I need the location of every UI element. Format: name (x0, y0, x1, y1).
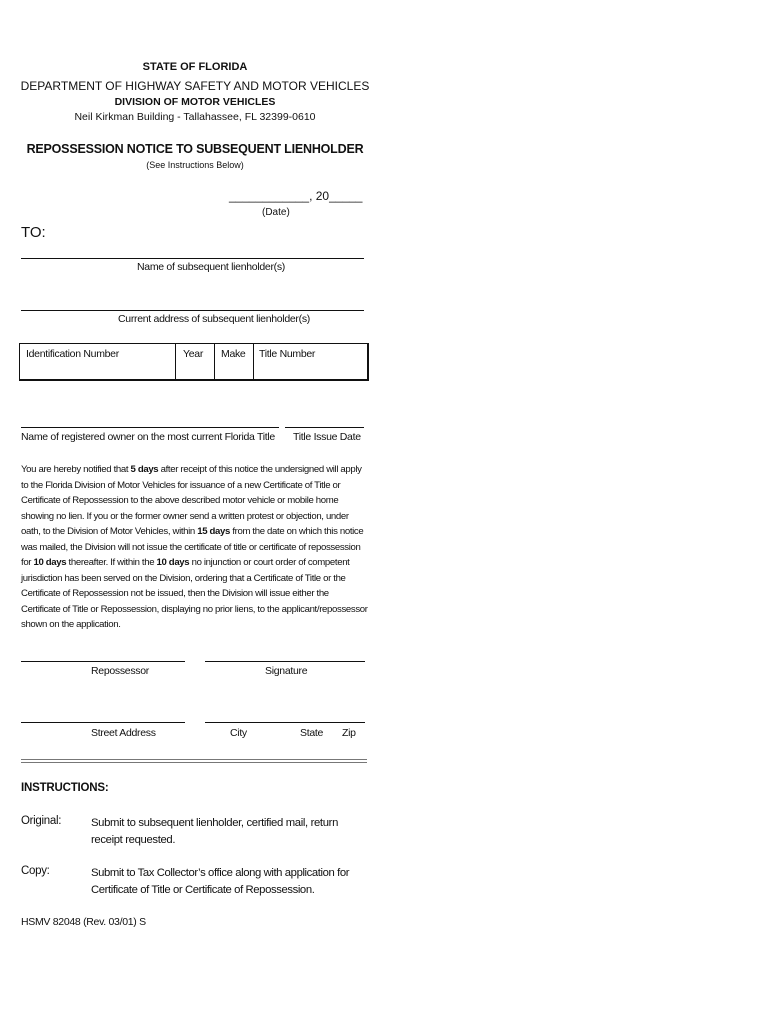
street-address-line[interactable] (21, 722, 185, 723)
instruction-copy-text: Submit to Tax Collector’s office along with application for Certificate of Title or Certificate of Repossession. (91, 867, 350, 896)
title-issue-date-label: Title Issue Date (293, 431, 361, 443)
divider (21, 762, 367, 763)
id-number-header: Identification Number (26, 348, 119, 360)
repossessor-line[interactable] (21, 661, 185, 662)
notice-paragraph: You are hereby notified that 5 days after receipt of this notice the undersigned will apply to the Florida Division of Motor Vehicles for issuance of a new Certificate of Title or Certificate of Repossession to the above described motor vehicle or mobile home showing no lien. If you or the former owner send a written protest or objection, under oath, to the Division of Motor Vehicles, within 15 days from the date on which this notice was mailed, the Division will not issue the certificate of title or certificate of repossession for 10 days thereafter. If within the 10 days no injunction or court order of competent jurisdiction has been served on the Division, ordering that a Certificate of Title or the Certificate of Repossession not be issued, then the Division will issue either the Certificate of Title or Repossession, displaying no prior liens, to the applicant/repossessor shown on the application. (21, 464, 368, 630)
owner-name-label: Name of registered owner on the most current Florida Title (21, 431, 275, 443)
lienholder-address-line[interactable] (21, 310, 364, 311)
signature-line[interactable] (205, 661, 365, 662)
header-state: STATE OF FLORIDA (142, 61, 248, 73)
city-label: City (230, 727, 247, 739)
city-state-zip-line[interactable] (205, 722, 365, 723)
date-label: (Date) (262, 207, 290, 218)
lienholder-name-label: Name of subsequent lienholder(s) (137, 261, 285, 273)
header-address: Neil Kirkman Building - Tallahassee, FL 32399-0610 (74, 111, 316, 123)
zip-label: Zip (342, 727, 356, 739)
header-department: DEPARTMENT OF HIGHWAY SAFETY AND MOTOR VEHICLES (20, 79, 370, 93)
id-number-cell[interactable] (20, 344, 176, 379)
header-division: DIVISION OF MOTOR VEHICLES (114, 96, 276, 108)
page-title: REPOSSESSION NOTICE TO SUBSEQUENT LIENHOLDER (26, 142, 364, 156)
date-field[interactable]: ____________, 20_____ (229, 189, 363, 203)
page-subtitle: (See Instructions Below) (146, 160, 244, 170)
instruction-copy-label: Copy: (21, 865, 50, 877)
repossessor-label: Repossessor (91, 665, 149, 677)
title-number-header: Title Number (259, 348, 316, 360)
instruction-original-text: Submit to subsequent lienholder, certified mail, return receipt requested. (91, 817, 338, 846)
signature-label: Signature (265, 665, 308, 677)
street-address-label: Street Address (91, 727, 156, 739)
to-label: TO: (21, 224, 46, 241)
state-label: State (300, 727, 324, 739)
owner-name-line[interactable] (21, 427, 279, 428)
year-header: Year (183, 348, 204, 360)
make-header: Make (221, 348, 246, 360)
instructions-heading: INSTRUCTIONS: (21, 782, 109, 794)
lienholder-name-line[interactable] (21, 258, 364, 259)
title-issue-date-line[interactable] (285, 427, 364, 428)
make-cell[interactable] (215, 344, 254, 379)
instruction-original-label: Original: (21, 815, 62, 827)
year-cell[interactable] (176, 344, 215, 379)
form-number: HSMV 82048 (Rev. 03/01) S (21, 916, 146, 928)
vehicle-table (19, 343, 369, 381)
lienholder-address-label: Current address of subsequent lienholder(s) (118, 313, 310, 325)
divider (21, 759, 367, 760)
title-number-cell[interactable] (254, 344, 366, 379)
